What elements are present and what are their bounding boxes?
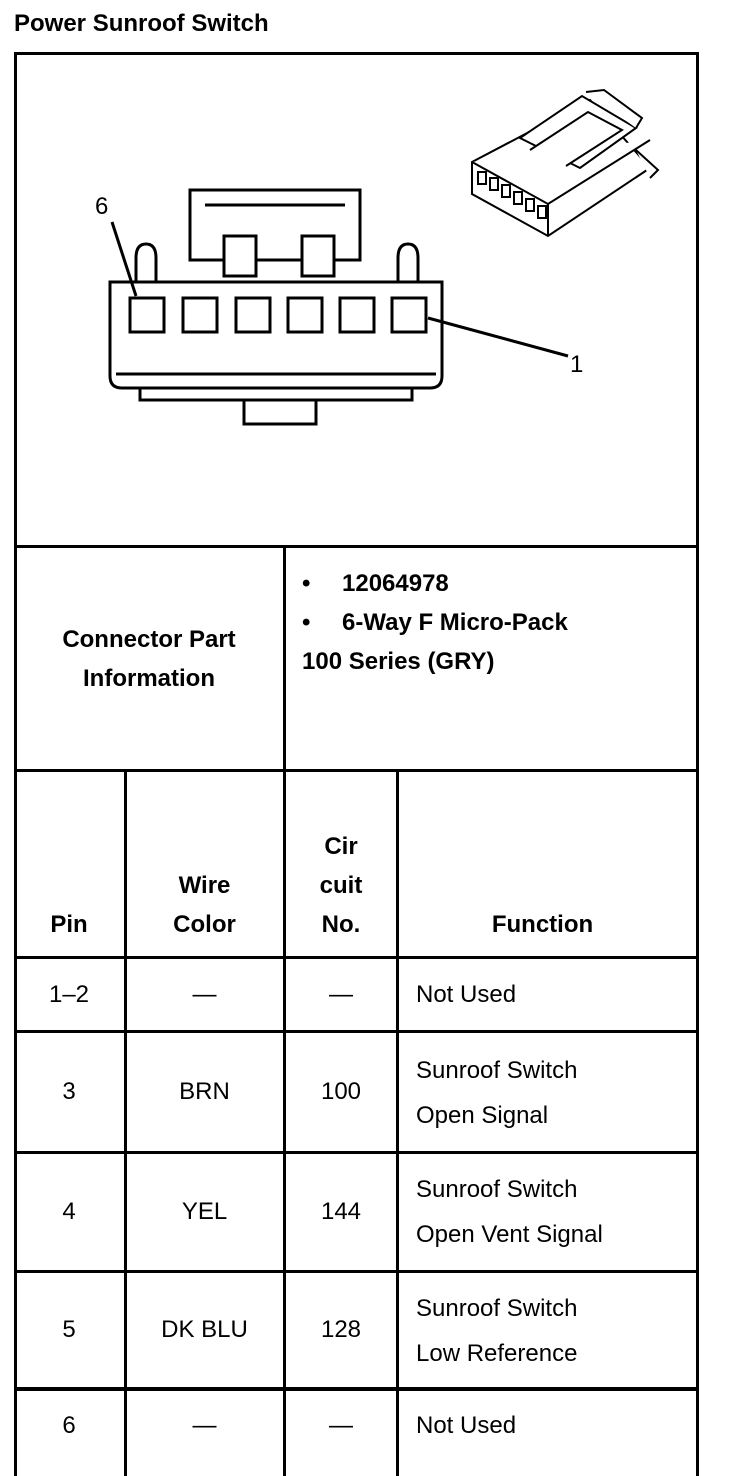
- cell-function: Not Used: [416, 1412, 517, 1439]
- header-circuit-2: cuit: [319, 872, 363, 899]
- header-circuit-3: No.: [321, 911, 361, 938]
- cell-wire-color: DK BLU: [161, 1316, 248, 1343]
- pin-cavity-3: [288, 298, 322, 332]
- header-function: Function: [491, 911, 594, 938]
- pin-cavity-5: [183, 298, 217, 332]
- cell-circuit: —: [329, 980, 353, 1008]
- pin-label-1: 1: [570, 351, 584, 378]
- connector-info-label: Connector Part Information: [62, 626, 236, 692]
- cell-function-line1: Sunroof Switch: [416, 1295, 578, 1322]
- cell-circuit: 100: [320, 1078, 362, 1105]
- cell-pin: 3: [62, 1078, 76, 1105]
- list-item-continuation: 100 Series (GRY): [302, 648, 495, 675]
- header-circuit-1: Cir: [324, 833, 358, 860]
- header-pin: Pin: [50, 911, 88, 938]
- pin-label-6: 6: [95, 193, 109, 220]
- divider: [14, 769, 699, 772]
- cell-circuit: 144: [320, 1198, 362, 1225]
- header-wire-color-1: Wire: [178, 872, 231, 899]
- page-title: Power Sunroof Switch: [14, 10, 269, 37]
- cell-wire-color: BRN: [179, 1078, 230, 1105]
- cell-wire-color: YEL: [181, 1198, 228, 1225]
- cell-pin: 4: [62, 1198, 76, 1225]
- cell-circuit: 128: [320, 1316, 362, 1343]
- cell-circuit: —: [329, 1412, 353, 1439]
- pin-cavity-6: [130, 298, 164, 332]
- cell-pin: 1–2: [48, 980, 90, 1008]
- cell-function: Not Used: [416, 981, 517, 1008]
- cell-wire-color: —: [192, 980, 217, 1008]
- cell-function-line2: Open Signal: [416, 1102, 549, 1129]
- cell-wire-color: —: [192, 1412, 217, 1439]
- connector-3d-icon: [472, 90, 658, 236]
- divider: [14, 545, 699, 548]
- cell-pin: 6: [62, 1412, 76, 1439]
- cell-pin: 5: [62, 1316, 76, 1343]
- divider: [396, 769, 399, 1476]
- pin-cavity-2: [340, 298, 374, 332]
- header-wire-color-2: Color: [173, 911, 236, 938]
- pin-cavity-1: [392, 298, 426, 332]
- connector-diagram: [0, 0, 736, 540]
- list-item: • 12064978: [302, 570, 449, 597]
- pin-cavity-4: [236, 298, 270, 332]
- cell-function-line2: Open Vent Signal: [416, 1221, 603, 1248]
- list-item: • 6-Way F Micro-Pack: [302, 609, 568, 636]
- cell-function-line1: Sunroof Switch: [416, 1057, 578, 1084]
- cell-function-line2: Low Reference: [416, 1340, 578, 1367]
- cell-function-line1: Sunroof Switch: [416, 1176, 578, 1203]
- connector-info-list: [302, 564, 568, 681]
